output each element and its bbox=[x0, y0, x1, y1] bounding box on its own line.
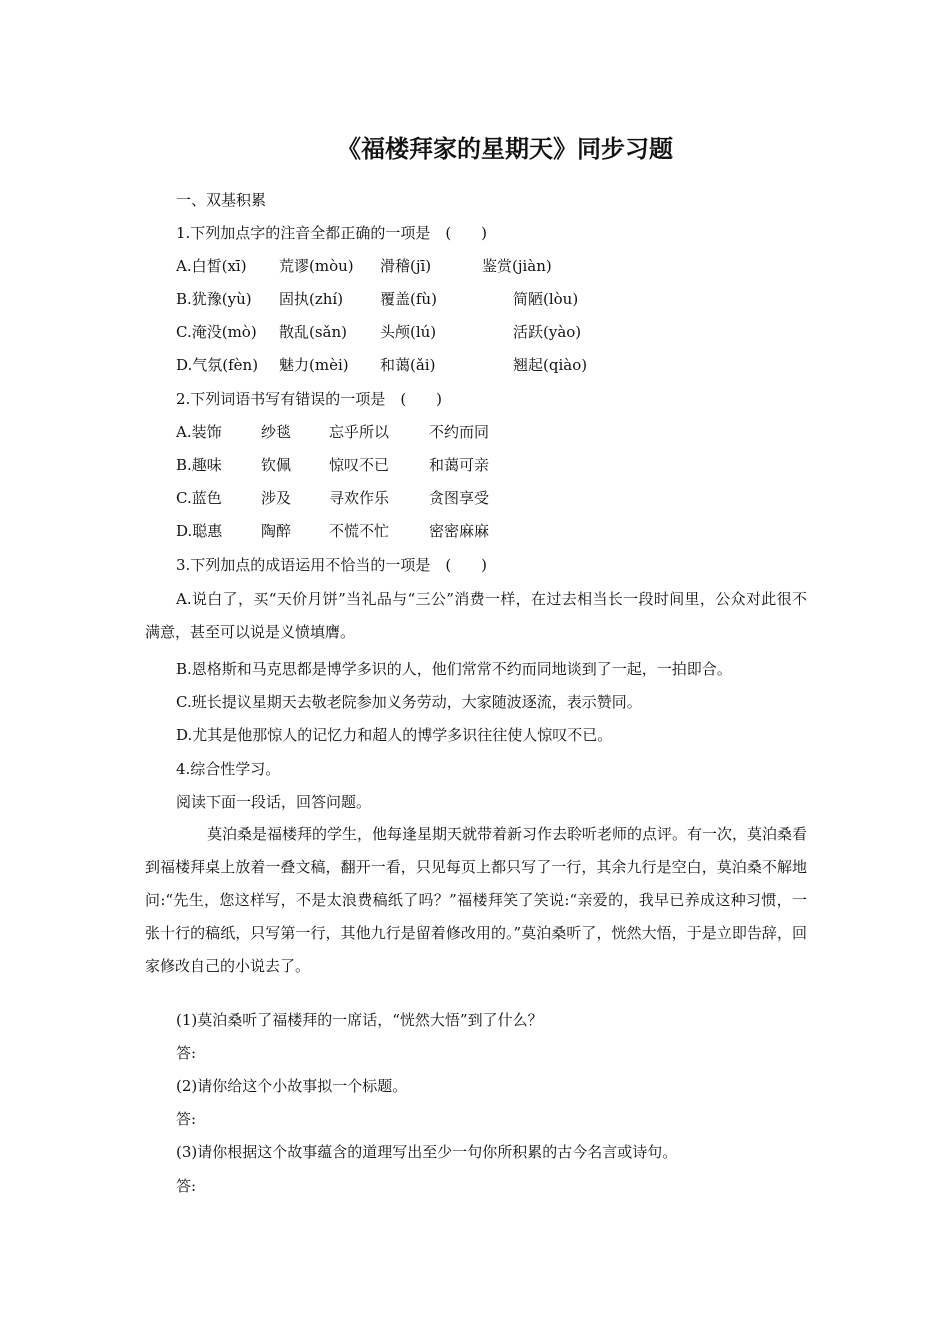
option-word: 纱毯 bbox=[261, 423, 292, 441]
option-word: 钦佩 bbox=[261, 456, 292, 474]
question-1-option-a bbox=[176, 255, 552, 277]
option-word: 魅力(mèi) bbox=[279, 356, 349, 374]
option-word: A.白皙(xī) bbox=[176, 257, 247, 275]
option-word: 固执(zhí) bbox=[279, 290, 344, 308]
question-2-stem: 2.下列词语书写有错误的一项是 ( ) bbox=[176, 390, 443, 408]
question-3-option-a: A.说白了，买“天价月饼”当礼品与“三公”消费一样，在过去相当长一段时间里，公众对此很不满意，甚至可以说是义愤填膺。 bbox=[145, 590, 807, 641]
option-word: 头颅(lú) bbox=[380, 323, 437, 341]
question-3-option-d: D.尤其是他那惊人的记忆力和超人的博学多识往往使人惊叹不已。 bbox=[176, 726, 613, 744]
option-word: 简陋(lòu) bbox=[513, 290, 579, 308]
option-word: 贪图享受 bbox=[429, 489, 490, 507]
option-word: 陶醉 bbox=[261, 522, 292, 540]
sub-question-2: (2)请你给这个小故事拟一个标题。 bbox=[176, 1077, 408, 1095]
option-word: 覆盖(fù) bbox=[380, 290, 437, 308]
option-word: C.淹没(mò) bbox=[176, 323, 257, 341]
sub-question-3: (3)请你根据这个故事蕴含的道理写出至少一句你所积累的古今名言或诗句。 bbox=[176, 1143, 678, 1161]
option-word: B.趣味 bbox=[176, 456, 222, 474]
option-word: 鉴赏(jiàn) bbox=[482, 257, 552, 275]
option-word: 散乱(sǎn) bbox=[279, 323, 348, 341]
option-word: 和蔼可亲 bbox=[429, 456, 490, 474]
option-word: A.装饰 bbox=[176, 423, 222, 441]
question-1-option-c bbox=[176, 321, 581, 343]
question-2-option-a bbox=[176, 421, 489, 443]
option-word: 忘乎所以 bbox=[329, 423, 390, 441]
question-1-option-b bbox=[176, 288, 578, 310]
question-2-option-b bbox=[176, 454, 489, 476]
option-word: 荒谬(mòu) bbox=[279, 257, 354, 275]
sub-question-1: (1)莫泊桑听了福楼拜的一席话，“恍然大悟”到了什么？ bbox=[176, 1011, 543, 1029]
answer-label-2: 答: bbox=[176, 1110, 197, 1128]
option-word: B.犹豫(yù) bbox=[176, 290, 252, 308]
option-word: D.气氛(fèn) bbox=[176, 356, 259, 374]
option-word: 惊叹不已 bbox=[329, 456, 390, 474]
option-word: 不慌不忙 bbox=[329, 522, 390, 540]
option-word: D.聪惠 bbox=[176, 522, 223, 540]
question-4-stem: 4.综合性学习。 bbox=[176, 760, 281, 778]
option-word: 和蔼(ǎi) bbox=[380, 356, 436, 374]
option-word: 密密麻麻 bbox=[429, 522, 490, 540]
answer-label-3: 答: bbox=[176, 1177, 197, 1195]
option-word: 寻欢作乐 bbox=[329, 489, 390, 507]
option-word: 不约而同 bbox=[429, 423, 490, 441]
question-2-option-c bbox=[176, 487, 489, 509]
question-4-instruction: 阅读下面一段话，回答问题。 bbox=[176, 793, 372, 811]
answer-label-1: 答: bbox=[176, 1044, 197, 1062]
question-3-stem: 3.下列加点的成语运用不恰当的一项是 ( ) bbox=[176, 556, 488, 574]
page-title: 《福楼拜家的星期天》同步习题 bbox=[337, 134, 673, 163]
option-word: 活跃(yào) bbox=[513, 323, 582, 341]
option-word: C.蓝色 bbox=[176, 489, 222, 507]
reading-passage: 莫泊桑是福楼拜的学生，他每逢星期天就带着新习作去聆听老师的点评。有一次，莫泊桑看到福楼拜桌上放着一叠文稿，翻开一看，只见每页上都只写了一行，其余九行是空白，莫泊桑不解地问:“先生，您这样写，不是太浪费稿纸了吗？”福楼拜笑了笑说:“亲爱的，我早已养成这种习惯，一张十行的稿纸，只写第一行，其他九行是留着修改用的。”莫泊桑听了，恍然大悟，于是立即告辞，回家修改自己的小说去了。 bbox=[145, 825, 808, 975]
question-3-option-b: B.恩格斯和马克思都是博学多识的人，他们常常不约而同地谈到了一起，一拍即合。 bbox=[176, 660, 732, 678]
question-1-stem: 1.下列加点字的注音全都正确的一项是 ( ) bbox=[176, 224, 488, 242]
section-heading: 一、双基积累 bbox=[176, 191, 267, 209]
question-1-option-d bbox=[176, 354, 587, 376]
option-word: 翘起(qiào) bbox=[513, 356, 588, 374]
question-3-option-c: C.班长提议星期天去敬老院参加义务劳动，大家随波逐流，表示赞同。 bbox=[176, 693, 642, 711]
option-word: 滑稽(jī) bbox=[380, 257, 432, 275]
option-word: 涉及 bbox=[261, 489, 292, 507]
question-2-option-d bbox=[176, 520, 489, 542]
